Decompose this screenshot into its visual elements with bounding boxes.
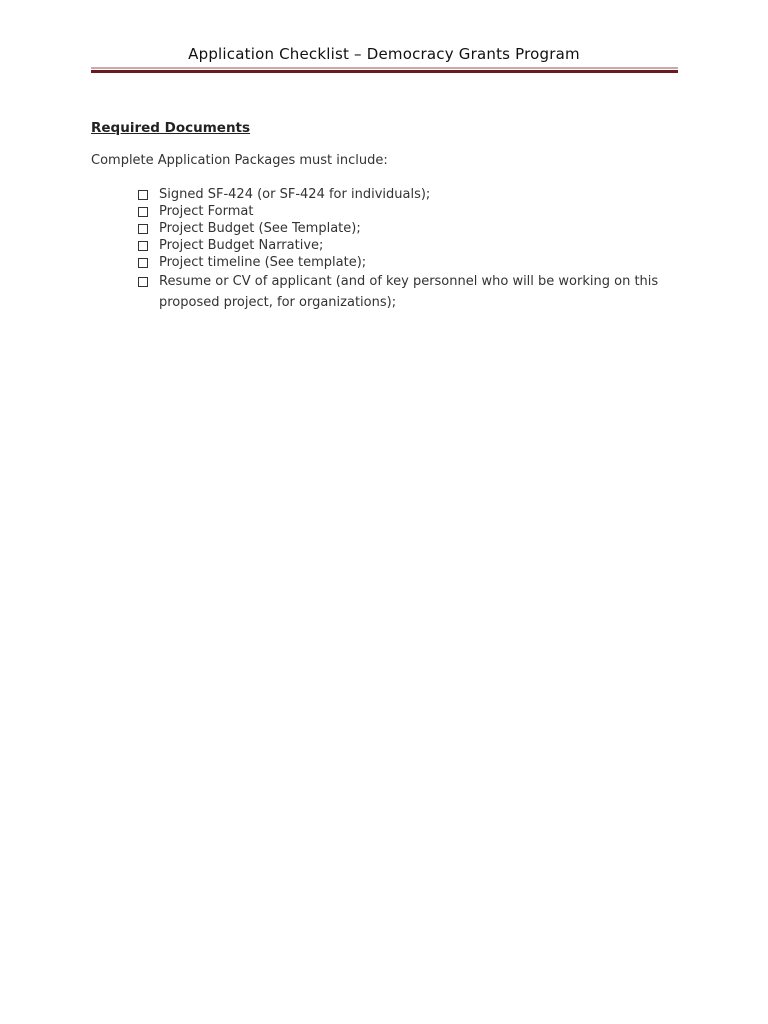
section-heading: Required Documents bbox=[91, 120, 251, 136]
header-rule-thin bbox=[91, 67, 678, 69]
checklist-item-label: Project Budget (See Template); bbox=[159, 221, 361, 236]
checklist-item-label: Project Budget Narrative; bbox=[159, 238, 324, 253]
checklist-item-label: Project Format bbox=[159, 204, 254, 219]
checkbox-icon[interactable] bbox=[138, 258, 148, 268]
checklist-item bbox=[137, 220, 677, 237]
checkbox-icon[interactable] bbox=[138, 190, 148, 200]
checkbox-icon[interactable] bbox=[138, 207, 148, 217]
checklist-item bbox=[137, 186, 677, 203]
checklist-item bbox=[137, 203, 677, 220]
header-rule-thick bbox=[91, 70, 678, 73]
checkbox-icon[interactable] bbox=[138, 277, 148, 287]
checklist-item-label: Signed SF-424 (or SF-424 for individuals); bbox=[159, 187, 431, 202]
checklist bbox=[137, 186, 677, 313]
checklist-item-label: Project timeline (See template); bbox=[159, 255, 367, 270]
checkbox-icon[interactable] bbox=[138, 241, 148, 251]
checklist-item bbox=[137, 237, 677, 254]
checklist-item bbox=[137, 254, 677, 271]
checklist-item-label: Resume or CV of applicant (and of key personnel who will be working on this proposed project, for organizations); bbox=[159, 274, 659, 310]
checklist-item bbox=[137, 271, 677, 313]
checkbox-icon[interactable] bbox=[138, 224, 148, 234]
intro-text: Complete Application Packages must include: bbox=[91, 153, 388, 168]
page-title: Application Checklist – Democracy Grants Program bbox=[188, 45, 580, 63]
